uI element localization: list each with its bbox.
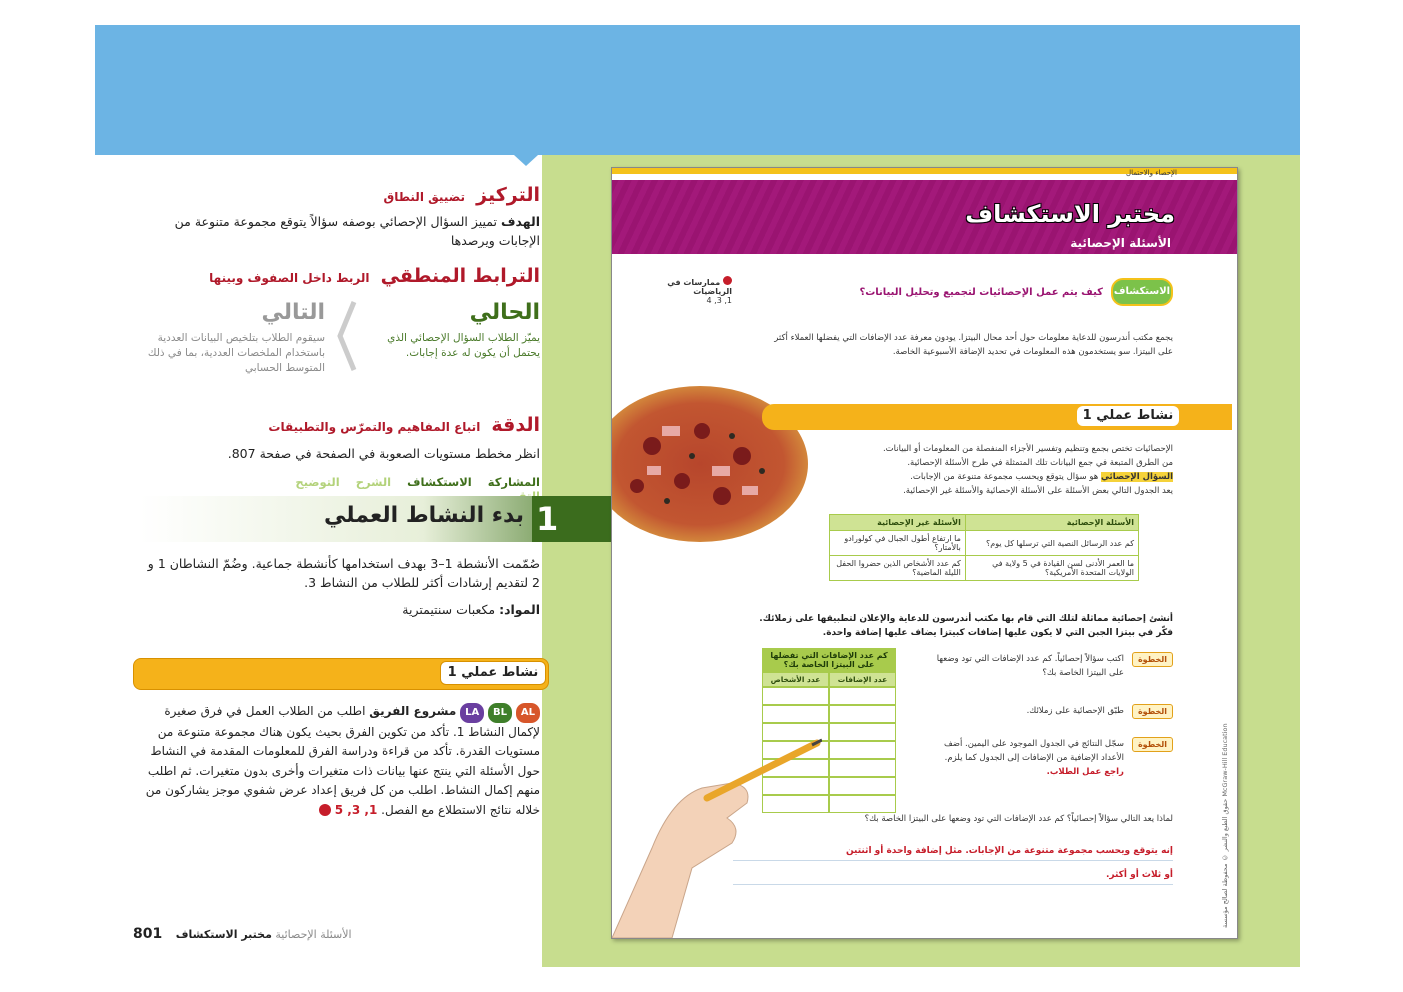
step-2-label: الخطوة [1132, 704, 1173, 719]
table-cell: ما العمر الأدنى لسن القيادة في 5 ولاية في الولايات المتحدة الأمريكية؟ [965, 556, 1138, 581]
rigor-section [140, 414, 540, 463]
step-1-text: اكتب سؤالاً إحصائياً. كم عدد الإضافات التي تود وضعها على البيتزا الخاصة بك؟ [936, 654, 1124, 678]
step-2-text: طبّق الإحصائية على زملائك. [1026, 706, 1124, 716]
tab-elaborate[interactable]: التوضيح [295, 475, 340, 489]
stat-q-label: السؤال الإحصائي [1100, 472, 1173, 482]
footer-topic: الأسئلة الإحصائية [275, 928, 352, 941]
coherence-subtitle: الربط داخل الصفوف وبينها [209, 271, 370, 285]
tab-explain[interactable]: الشرح [355, 475, 392, 489]
left-footer [133, 926, 357, 942]
focus-section [140, 184, 540, 250]
grid-cell[interactable] [829, 777, 896, 795]
steps-list [843, 652, 1173, 779]
team-project [140, 702, 540, 820]
chevron-divider-icon [336, 300, 358, 372]
footer-lab: مختبر الاستكشاف [175, 928, 272, 941]
running-head: الإحصاء والاحتمال [1125, 169, 1177, 177]
table-row [830, 556, 1139, 581]
activity-p4: يعد الجدول التالي بعض الأسئلة على الأسئلة الإحصائية والأسئلة غير الإحصائية. [903, 486, 1173, 496]
math-practice-icon [319, 804, 331, 816]
step-3-label: الخطوة [1132, 737, 1173, 752]
next-title: التالي [261, 300, 325, 325]
step-1-label: الخطوة [1132, 652, 1173, 667]
badge-bl: BL [488, 703, 512, 723]
materials-label: المواد: [499, 602, 540, 617]
step-3-body: سجّل النتائج في الجدول الموجود على اليمين. أضف الأعداد الإضافية من الإضافات إلى الجدول كما يلزم. [943, 739, 1124, 763]
launch-text: صُمّمت الأنشطة 1–3 بهدف استخدامها كأنشطة جماعية. وضُمّ النشاطان 1 و 2 لتقديم إرشادات أكثر للطلاب من النشاط 3. [147, 556, 540, 590]
inquiry-badge: الاستكشاف [1111, 278, 1173, 306]
next-text: سيقوم الطلاب بتلخيص البيانات العددية باستخدام الملخصات العددية، بما في ذلك المتوسط الحسابي [147, 332, 325, 374]
goal-label: الهدف [501, 214, 540, 229]
current-title: الحالي [469, 300, 540, 325]
goal-text: تمييز السؤال الإحصائي بوصفه سؤالاً يتوقع مجموعة متنوعة من الإجابات ويرصدها [174, 214, 540, 248]
practices-box [642, 276, 732, 305]
header-band [95, 25, 1300, 155]
practices-refs: 1, 3, 4 [706, 296, 732, 305]
grid-title: كم عدد الإضافات التي تفضلها على البيتزا الخاصة بك؟ [762, 648, 896, 672]
coherence-section [140, 265, 540, 287]
header-pointer [514, 155, 538, 166]
student-page [611, 167, 1238, 939]
launch-number: 1 [536, 500, 559, 538]
table-cell: كم عدد الرسائل النصية التي ترسلها كل يوم؟ [965, 531, 1138, 556]
grid-col-header: عدد الأشخاص [762, 672, 829, 687]
step-3-text [924, 737, 1124, 779]
activity-p2: من الطرق المتبعة في جمع البيانات تلك المتمثلة في طرح الأسئلة الإحصائية. [907, 458, 1173, 468]
page-title: مختبر الاستكشاف [965, 200, 1175, 228]
badge-al: AL [516, 703, 540, 723]
launch-title: بدء النشاط العملي [323, 503, 524, 528]
hand-pencil-image [612, 668, 822, 938]
why-question: لماذا يعد التالي سؤالاً إحصائياً؟ كم عدد الإضافات التي تود وضعها على البيتزا الخاصة بك؟ [864, 814, 1173, 824]
task-2: فكّر في بيتزا الجبن التي لا يكون عليها إضافات كبيتزا يضاف عليها إضافة واحدة. [822, 628, 1173, 638]
activity-p1: الإحصائيات تختص بجمع وتنظيم وتفسير الأجزاء المنفصلة من المعلومات أو البيانات. [882, 444, 1173, 454]
task-1: أنشئ إحصائية مماثلة لتلك التي قام بها مكتب أندرسون للدعاية والإعلان لتطبيقها على زملائك. [759, 614, 1173, 624]
materials-line [140, 600, 540, 619]
materials-text: مكعبات سنتيمترية [402, 602, 496, 617]
focus-subtitle: تضييق النطاق [383, 190, 466, 204]
copyright-credit: حقوق الطبع والنشر © محفوظة لصالح مؤسسة McGraw-Hill Education [1221, 723, 1229, 928]
table-row [830, 531, 1139, 556]
project-label: مشروع الفريق [369, 704, 457, 718]
focus-title: التركيز [476, 184, 540, 206]
intro-text: يجمع مكتب أندرسون للدعاية معلومات حول أحد محال البيتزا. يودون معرفة عدد الإضافات التي يفضلها العملاء أكثر على البيتزا. سو يستخدمون هذه المعلومات في تحديد الإضافة الأسبوعية الخاصة. [774, 333, 1173, 357]
grid-cell[interactable] [829, 795, 896, 813]
project-text: اطلب من الطلاب العمل في فرق صغيرة لإكمال النشاط 1. تأكد من تكوين الفرق بحيث يكون هناك مجموعة متنوعة من مستويات القدرة. تأكد من قراءة ودراسة الفرق للمعلومات المقدمة في النشاط حول الأسئلة التي ينتج عنها بيانات ذات متغيرات وأخرى بدون متغيرات. ثم اطلب منهم إكمال النشاط. اطلب من كل فريق إعداد عرض شفوي موجز يشاركون من خلاله نتائج الاستطلاع مع الفصل. [145, 704, 540, 817]
table-header: الأسئلة الإحصائية [965, 515, 1138, 531]
current-text: يميّز الطلاب السؤال الإحصائي الذي يحتمل أن يكون له عدة إجابات. [387, 332, 540, 359]
task-text [753, 612, 1173, 640]
current-box [372, 300, 540, 361]
questions-table [829, 514, 1139, 581]
math-practice-icon [723, 276, 732, 285]
rigor-text: انظر مخطط مستويات الصعوبة في الصفحة في صفحة 807. [227, 446, 540, 461]
practices-label: ممارسات في الرياضيات [667, 278, 732, 296]
activity-text [793, 442, 1173, 498]
next-box [140, 300, 325, 376]
badge-la: LA [460, 703, 484, 723]
table-cell: ما ارتفاع أطول الجبال في كولورادو بالأمتار؟ [830, 531, 966, 556]
answer-line-2: أو ثلاث أو أكثر. [733, 870, 1173, 885]
table-cell: كم عدد الأشخاص الذين حضروا الحفل الليلة الماضية؟ [830, 556, 966, 581]
rigor-subtitle: اتباع المفاهيم والتمرّس والتطبيقات [268, 420, 481, 434]
coherence-title: الترابط المنطقي [380, 265, 540, 287]
mp-refs: 1, 3, 5 [334, 802, 378, 817]
tab-engage[interactable]: المشاركة [487, 475, 540, 489]
table-header: الأسئلة غير الإحصائية [830, 515, 966, 531]
answer-line-1: إنه يتوقع ويحسب مجموعة متنوعة من الإجابات. مثل إضافة واحدة أو اثنتين [733, 846, 1173, 861]
activity-p3: هو سؤال يتوقع ويحسب مجموعة متنوعة من الإجابات. [910, 472, 1099, 482]
rigor-title: الدقة [491, 414, 540, 436]
inquiry-question: كيف يتم عمل الإحصائيات لتجميع وتحليل البيانات؟ [859, 287, 1103, 298]
work-note: راجع عمل الطلاب. [1046, 767, 1124, 777]
page-subtitle: الأسئلة الإحصائية [1070, 236, 1171, 250]
left-activity-label: نشاط عملي 1 [440, 661, 546, 685]
grid-col-header: عدد الإضافات [829, 672, 896, 687]
footer-page-number: 801 [133, 926, 163, 942]
tab-explore[interactable]: الاستكشاف [407, 475, 472, 489]
activity-title: نشاط عملي 1 [1077, 406, 1179, 426]
